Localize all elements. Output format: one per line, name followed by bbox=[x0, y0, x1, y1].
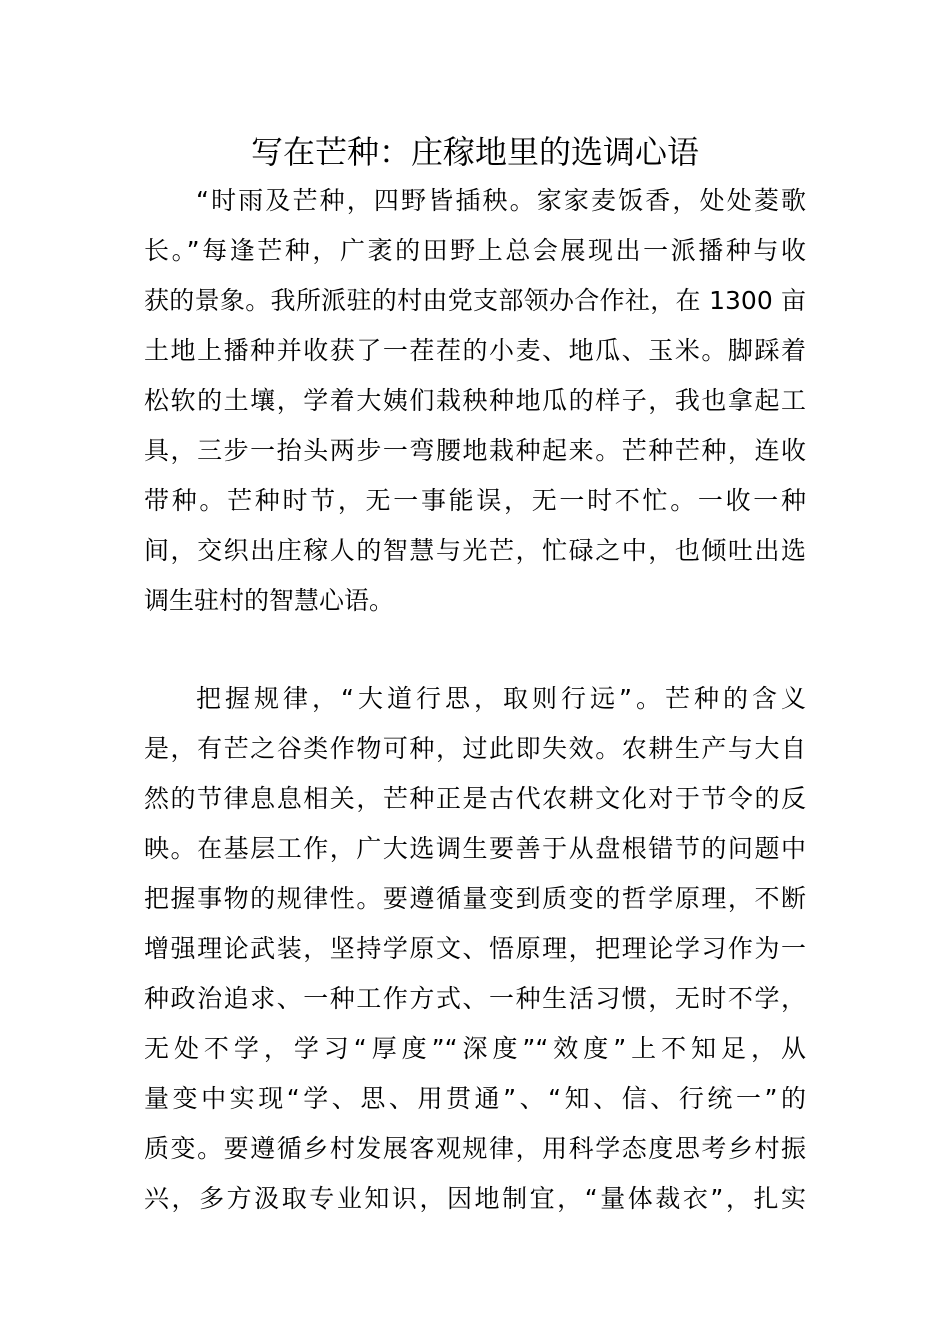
paragraph-line: 调生驻村的智慧心语。 bbox=[144, 586, 395, 615]
paragraph-line: 把握事物的规律性。要遵循量变到质变的哲学原理，不断 bbox=[144, 884, 806, 913]
paragraph-line: 长。”每逢芒种，广袤的田野上总会展现出一派播种与收 bbox=[144, 236, 806, 265]
paragraph-line: “时雨及芒种，四野皆插秧。家家麦饭香，处处菱歌 bbox=[196, 186, 806, 215]
paragraph-line: 松软的土壤，学着大姨们栽秧种地瓜的样子，我也拿起工 bbox=[144, 386, 806, 415]
paragraph-line: 具，三步一抬头两步一弯腰地栽种起来。芒种芒种，连收 bbox=[144, 436, 806, 465]
paragraph-line: 获的景象。我所派驻的村由党支部领办合作社，在 1300 亩 bbox=[144, 286, 806, 315]
paragraph-line: 兴，多方汲取专业知识，因地制宜，“量体裁衣”，扎实 bbox=[144, 1184, 806, 1213]
paragraph-2 bbox=[144, 674, 806, 1224]
paragraph-line: 把握规律，“大道行思，取则行远”。芒种的含义 bbox=[196, 684, 806, 713]
paragraph-line: 种政治追求、一种工作方式、一种生活习惯，无时不学， bbox=[144, 984, 806, 1013]
paragraph-line: 土地上播种并收获了一茬茬的小麦、地瓜、玉米。脚踩着 bbox=[144, 336, 806, 365]
paragraph-line: 量变中实现“学、思、用贯通”、“知、信、行统一”的 bbox=[144, 1084, 806, 1113]
paragraph-line: 间，交织出庄稼人的智慧与光芒，忙碌之中，也倾吐出选 bbox=[144, 536, 806, 565]
document-title: 写在芒种：庄稼地里的选调心语 bbox=[250, 133, 699, 171]
paragraph-line: 是，有芒之谷类作物可种，过此即失效。农耕生产与大自 bbox=[144, 734, 806, 763]
paragraph-line: 质变。要遵循乡村发展客观规律，用科学态度思考乡村振 bbox=[144, 1134, 806, 1163]
paragraph-line: 带种。芒种时节，无一事能误，无一时不忙。一收一种 bbox=[144, 486, 806, 515]
paragraph-line: 增强理论武装，坚持学原文、悟原理，把理论学习作为一 bbox=[144, 934, 806, 963]
paragraph-line: 然的节律息息相关，芒种正是古代农耕文化对于节令的反 bbox=[144, 784, 806, 813]
paragraph-1 bbox=[144, 176, 806, 626]
paragraph-line: 映。在基层工作，广大选调生要善于从盘根错节的问题中 bbox=[144, 834, 806, 863]
paragraph-line: 无处不学，学习“厚度”“深度”“效度”上不知足，从 bbox=[144, 1034, 806, 1063]
